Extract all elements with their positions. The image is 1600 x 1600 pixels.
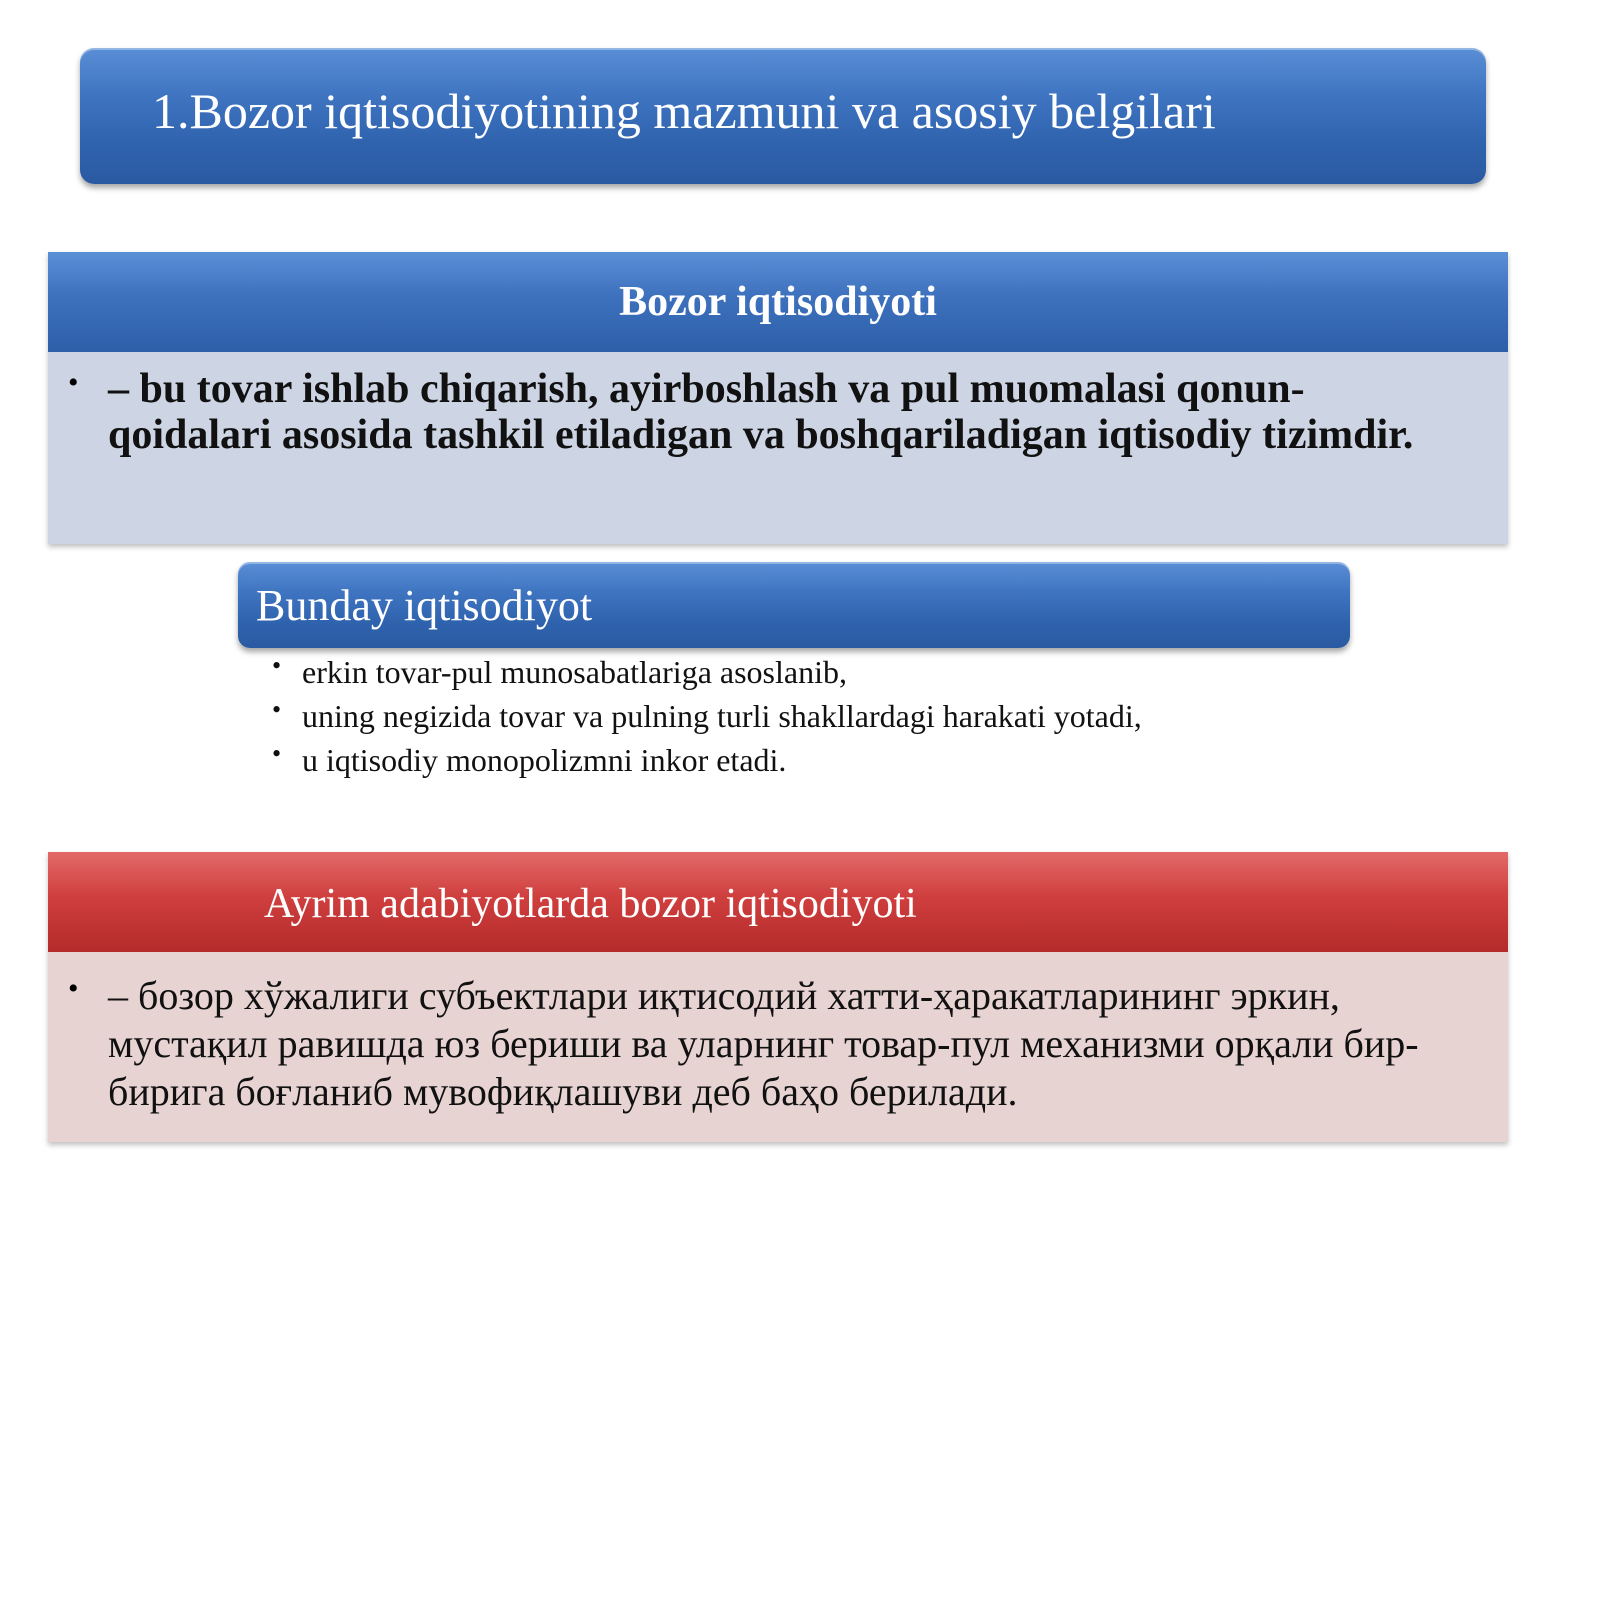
- definition-box-body: [48, 352, 1508, 544]
- features-header: Bunday iqtisodiyot: [256, 581, 593, 630]
- bullet-icon: •: [272, 651, 282, 680]
- literature-text: – бозор хўжалиги субъектлари иқтисодий хатти-ҳаракатларининг эркин, мустақил равишда юз бериши ва уларнинг товар-пул механизми орқали бир-бирига боғланиб мувофиқлашуви деб баҳо берилади.: [108, 973, 1419, 1114]
- definition-box: [48, 252, 1508, 544]
- literature-box-title: Ayrim adabiyotlarda bozor iqtisodiyoti: [264, 881, 917, 927]
- bullet-icon: •: [68, 972, 79, 1005]
- definition-bullet: [68, 366, 1468, 458]
- list-item: [272, 651, 1162, 692]
- list-item-text: uning negizida tovar va pulning turli shakllardagi harakati yotadi,: [302, 698, 1142, 734]
- slide-title-bar: [80, 48, 1486, 184]
- slide-title: 1.Bozor iqtisodiyotining mazmuni va asosiy belgilari: [152, 83, 1216, 139]
- bullet-icon: •: [272, 739, 282, 768]
- list-item: [272, 739, 1162, 780]
- literature-box-header: [48, 852, 1508, 952]
- literature-box-body: [48, 952, 1508, 1142]
- literature-box: [48, 852, 1508, 1142]
- bullet-icon: •: [272, 695, 282, 724]
- features-list: [272, 651, 1162, 784]
- literature-bullet: [68, 972, 1468, 1116]
- list-item-text: erkin tovar-pul munosabatlariga asoslanib,: [302, 654, 847, 690]
- features-header-bar: [238, 562, 1350, 648]
- bullet-icon: •: [68, 366, 79, 399]
- list-item-text: u iqtisodiy monopolizmni inkor etadi.: [302, 742, 787, 778]
- definition-box-title: Bozor iqtisodiyoti: [619, 279, 937, 325]
- definition-box-header: [48, 252, 1508, 352]
- definition-text: – bu tovar ishlab chiqarish, ayirboshlash va pul muomalasi qonun- qoidalari asosida tashkil etiladigan va boshqariladigan iqtisodiy tizimdir.: [108, 366, 1414, 458]
- list-item: [272, 695, 1162, 736]
